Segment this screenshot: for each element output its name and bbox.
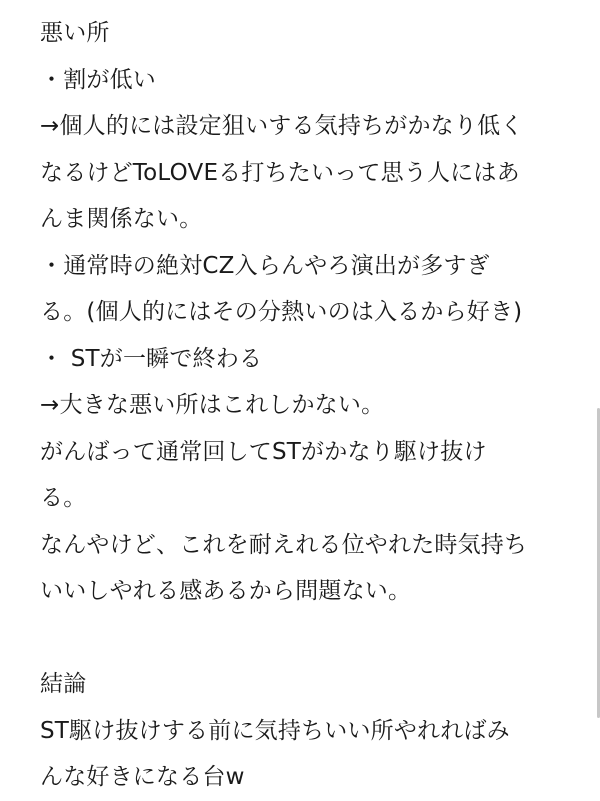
heading-bad-points: 悪い所 (40, 20, 110, 46)
text-line: →大きな悪い所はこれしかない。 (40, 392, 385, 418)
text-line: ・通常時の絶対CZ入らんやろ演出が多すぎ (40, 252, 490, 279)
text-line: ・割が低い (40, 66, 156, 93)
blank-line (40, 615, 580, 662)
text-line: ・ STが一瞬で終わる (40, 345, 263, 372)
post-body (40, 10, 580, 801)
text-line: なんやけど、これを耐えれる位やれた時気持ち (40, 531, 528, 558)
text-line: んま関係ない。 (40, 206, 203, 232)
heading-conclusion: 結論 (40, 671, 87, 697)
text-line: →個人的には設定狙いする気持ちがかなり低く (40, 113, 524, 139)
text-line: る。 (40, 485, 87, 511)
text-line: なるけどToLOVEる打ちたいって思う人にはあ (40, 159, 520, 186)
text-line: んな好きになる台w (40, 764, 245, 790)
text-line: いいしやれる感あるから問題ない。 (40, 578, 412, 604)
text-line: ST駆け抜けする前に気持ちいい所やれればみ (40, 717, 510, 744)
text-line: がんばって通常回してSTがかなり駆け抜け (40, 438, 487, 465)
text-line: る。(個人的にはその分熱いのは入るから好き) (40, 299, 523, 325)
